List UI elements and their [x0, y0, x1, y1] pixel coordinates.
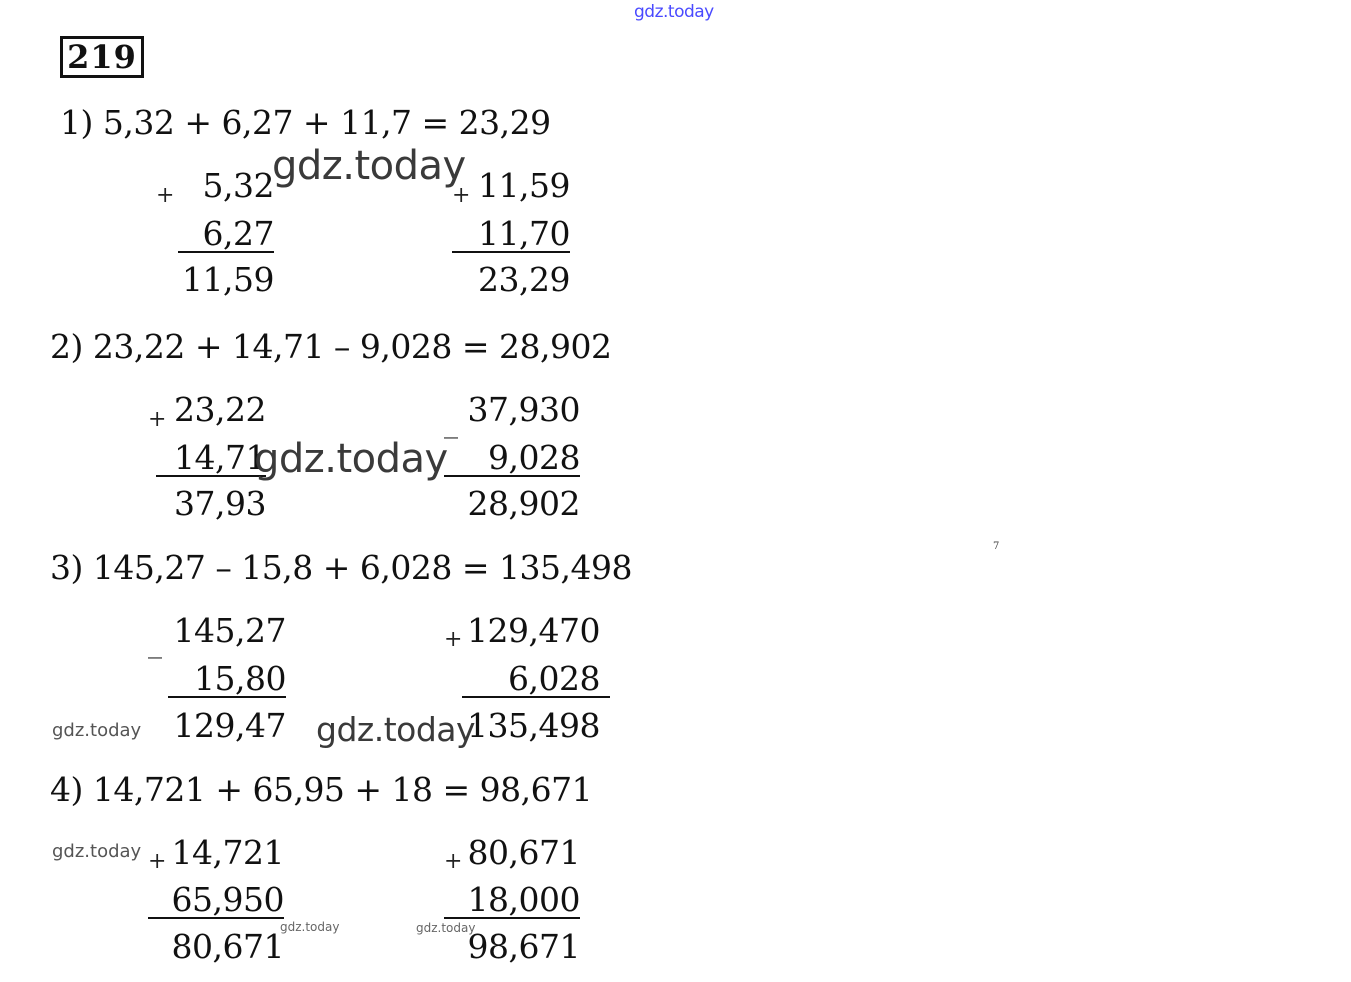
result: 28,902	[467, 484, 580, 523]
addend-a: 129,470	[467, 611, 600, 650]
watermark-top: gdz.today	[634, 2, 714, 22]
minuend: 145,27	[173, 611, 286, 650]
addend-b: 6,028	[508, 659, 600, 698]
addend-b: 18,000	[467, 880, 580, 919]
sum-line	[156, 475, 266, 477]
result: 80,671	[171, 927, 284, 966]
addend-a: 80,671	[467, 833, 580, 872]
equation-4: 4) 14,721 + 65,95 + 18 = 98,671	[50, 770, 593, 809]
result: 98,671	[467, 927, 580, 966]
difference-line	[444, 475, 580, 477]
result: 135,498	[467, 706, 600, 745]
watermark: gdz.today	[316, 710, 476, 749]
watermark: gdz.today	[52, 720, 142, 741]
addend-b: 14,71	[174, 438, 266, 477]
minus-sign: _	[444, 406, 458, 439]
stray-mark: 7	[993, 541, 1000, 552]
plus-sign: +	[156, 183, 175, 208]
addend-a: 23,22	[174, 390, 266, 429]
watermark: gdz.today	[280, 920, 340, 934]
addend-a: 14,721	[171, 833, 284, 872]
addend-a: 11,59	[478, 166, 570, 205]
result: 11,59	[182, 260, 274, 299]
watermark: gdz.today	[254, 436, 448, 482]
minuend: 37,930	[467, 390, 580, 429]
subtrahend: 9,028	[488, 438, 580, 477]
plus-sign: +	[452, 183, 471, 208]
sum-line	[444, 917, 580, 919]
sum-line	[452, 251, 570, 253]
plus-sign: +	[444, 849, 463, 874]
equation-1: 1) 5,32 + 6,27 + 11,7 = 23,29	[60, 103, 551, 142]
result: 37,93	[174, 484, 266, 523]
plus-sign: +	[148, 407, 167, 432]
addend-b: 65,950	[171, 880, 284, 919]
equation-2: 2) 23,22 + 14,71 – 9,028 = 28,902	[50, 327, 612, 366]
difference-line	[168, 696, 286, 698]
equation-3: 3) 145,27 – 15,8 + 6,028 = 135,498	[50, 548, 632, 587]
addend-b: 11,70	[478, 214, 570, 253]
addend-b: 6,27	[202, 214, 274, 253]
sum-line	[178, 251, 274, 253]
result: 23,29	[478, 260, 570, 299]
watermark: gdz.today	[272, 143, 466, 189]
sum-line	[462, 696, 610, 698]
task-number: 219	[60, 36, 144, 78]
sum-line	[148, 917, 284, 919]
minus-sign: _	[148, 626, 162, 659]
plus-sign: +	[148, 849, 167, 874]
result: 129,47	[173, 706, 286, 745]
watermark: gdz.today	[52, 841, 142, 862]
watermark: gdz.today	[416, 921, 476, 935]
addend-a: 5,32	[202, 166, 274, 205]
plus-sign: +	[444, 627, 463, 652]
subtrahend: 15,80	[194, 659, 286, 698]
